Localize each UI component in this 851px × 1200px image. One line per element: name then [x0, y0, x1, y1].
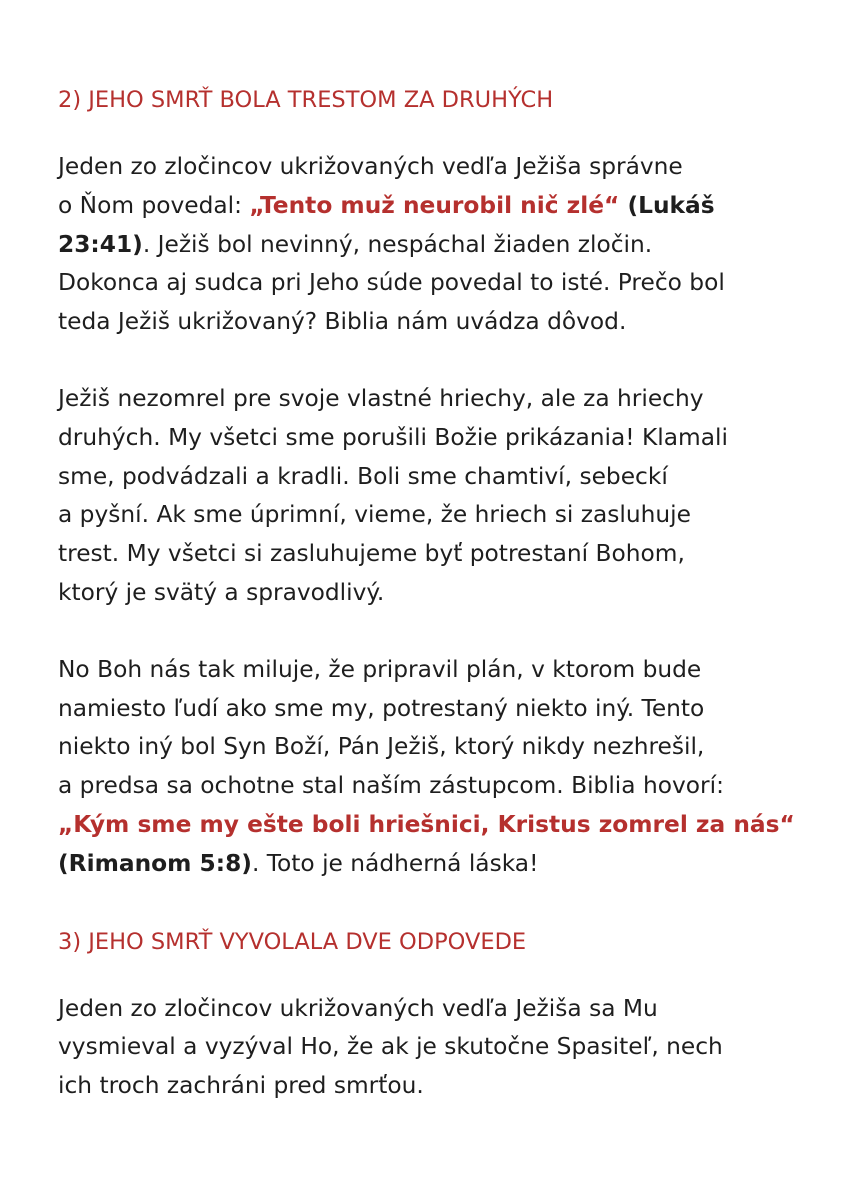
document-page — [58, 80, 828, 1106]
text-line: teda Ježiš ukrižovaný? Biblia nám uvádza dôvod. — [58, 308, 627, 336]
text-line — [58, 845, 828, 884]
section-3-paragraph-1 — [58, 990, 828, 1106]
text-line — [58, 226, 828, 265]
text-line: sme, podvádzali a kradli. Boli sme chamtiví, sebeckí — [58, 462, 668, 490]
bible-reference: 23:41) — [58, 230, 143, 258]
section-3-heading: 3) JEHO SMRŤ VYVOLALA DVE ODPOVEDE — [58, 928, 527, 955]
text-line: Ježiš nezomrel pre svoje vlastné hriechy, ale za hriechy — [58, 384, 704, 412]
section-2-paragraph-3 — [58, 651, 828, 884]
section-2-heading: 2) JEHO SMRŤ BOLA TRESTOM ZA DRUHÝCH — [58, 87, 554, 113]
text-line: No Boh nás tak miluje, že pripravil plán, v ktorom bude — [58, 655, 702, 683]
text-line — [58, 187, 828, 226]
section-2-paragraph-2 — [58, 380, 828, 613]
bible-reference: (Rimanom 5:8) — [58, 849, 252, 877]
text-line: a predsa sa ochotne stal naším zástupcom. Biblia hovorí: — [58, 772, 724, 800]
text-run: o Ňom povedal: — [58, 191, 250, 219]
text-line: druhých. My všetci sme porušili Božie prikázania! Klamali — [58, 423, 728, 451]
text-line: Jeden zo zločincov ukrižovaných vedľa Ježiša sa Mu — [58, 994, 658, 1022]
text-run: . Ježiš bol nevinný, nespáchal žiaden zločin. — [142, 230, 653, 258]
bible-quote: „Tento muž neurobil nič zlé“ — [249, 191, 620, 219]
text-run: . Toto je nádherná láska! — [251, 849, 539, 877]
text-line: ich troch zachráni pred smrťou. — [58, 1072, 424, 1100]
text-line: vysmieval a vyzýval Ho, že ak je skutočne Spasiteľ, nech — [58, 1033, 723, 1061]
text-line: ktorý je svätý a spravodlivý. — [58, 578, 385, 606]
section-2-paragraph-1 — [58, 148, 828, 342]
text-line: Dokonca aj sudca pri Jeho súde povedal to isté. Prečo bol — [58, 269, 725, 297]
text-line: trest. My všetci si zasluhujeme byť potrestaní Bohom, — [58, 540, 685, 568]
bible-quote: „Kým sme my ešte boli hriešnici, Kristus zomrel za nás“ — [58, 810, 795, 838]
text-line: niekto iný bol Syn Boží, Pán Ježiš, ktorý nikdy nezhrešil, — [58, 733, 705, 761]
bible-reference: (Lukáš — [619, 191, 715, 219]
text-line: namiesto ľudí ako sme my, potrestaný niekto iný. Tento — [58, 694, 705, 722]
text-line: Jeden zo zločincov ukrižovaných vedľa Ježiša správne — [58, 153, 683, 180]
text-line: a pyšní. Ak sme úprimní, vieme, že hriech si zasluhuje — [58, 501, 691, 529]
